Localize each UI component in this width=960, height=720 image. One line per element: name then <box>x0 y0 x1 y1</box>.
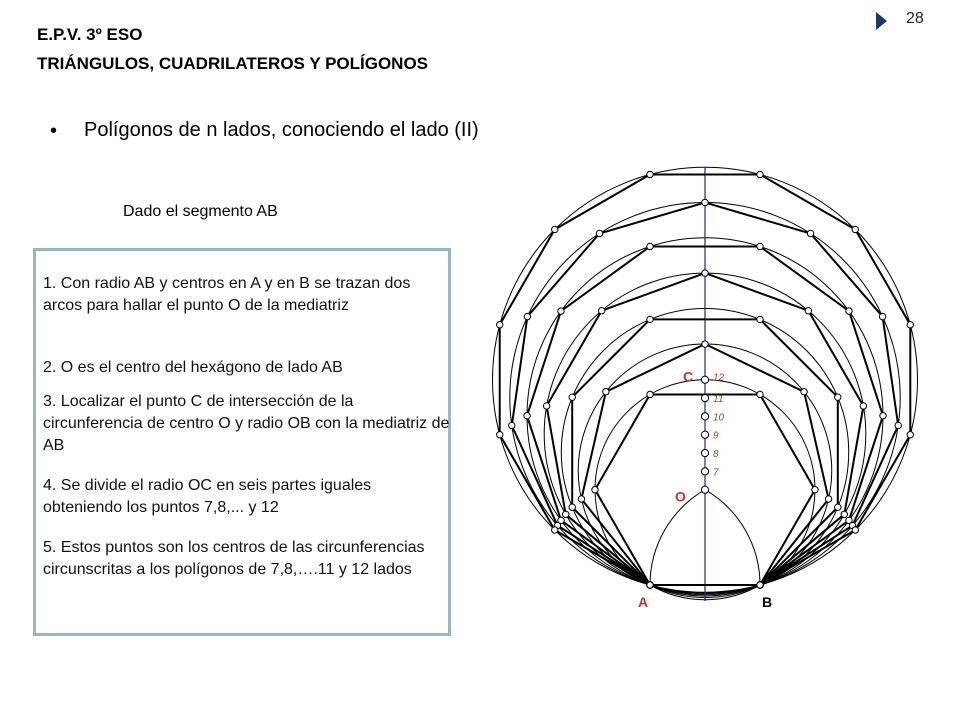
given-statement: Dado el segmento AB <box>123 203 278 220</box>
vertex-12-5 <box>852 226 858 232</box>
vertex-11-5 <box>807 230 813 236</box>
vertex-11-9 <box>509 422 515 428</box>
center-9 <box>701 431 708 438</box>
vertex-11-6 <box>702 199 708 205</box>
center-o <box>701 486 708 493</box>
vertex-9-8 <box>563 511 569 517</box>
center-11 <box>701 394 708 401</box>
center-7 <box>701 468 708 475</box>
vertex-12-0 <box>647 582 653 588</box>
vertex-12-4 <box>907 322 913 328</box>
vertex-12-7 <box>647 171 653 177</box>
vertex-10-6 <box>647 243 653 249</box>
vertex-11-3 <box>895 422 901 428</box>
point-o-label: O <box>675 488 686 505</box>
vertex-10-8 <box>524 413 530 419</box>
unit-title: TRIÁNGULOS, CUADRILATEROS Y POLÍGONOS <box>37 54 429 73</box>
bullet-icon: • <box>50 120 58 142</box>
vertex-7-3 <box>801 389 807 395</box>
vertex-11-7 <box>596 230 602 236</box>
vertex-8-6 <box>569 394 575 400</box>
page-number: 28 <box>906 10 924 27</box>
mark-10-label: 10 <box>713 412 725 424</box>
vertex-6-3 <box>757 391 763 397</box>
vertex-8-4 <box>757 316 763 322</box>
vertex-12-9 <box>497 322 503 328</box>
step-3: 3. Localizar el punto C de intersección de la circunferencia de centro O y radio OB con la mediatriz de AB <box>43 393 450 454</box>
vertex-12-10 <box>497 432 503 438</box>
vertex-9-3 <box>860 403 866 409</box>
step-5: 5. Estos puntos son los centros de las circunferencias circunscritas a los polígonos de 7,8,….11 y 12 lados <box>43 539 425 578</box>
vertex-10-3 <box>880 413 886 419</box>
construction-figure <box>490 165 930 625</box>
vertex-12-1 <box>757 582 763 588</box>
vertex-11-8 <box>524 313 530 319</box>
vertex-10-7 <box>558 308 564 314</box>
vertex-9-5 <box>702 270 708 276</box>
vertex-7-2 <box>825 496 831 502</box>
vertex-8-2 <box>835 504 841 510</box>
center-8 <box>701 449 708 456</box>
vertex-6-4 <box>647 391 653 397</box>
vertex-12-11 <box>552 527 558 533</box>
mark-11-label: 11 <box>713 394 724 406</box>
point-a-label: A <box>638 594 649 610</box>
vertex-12-8 <box>552 226 558 232</box>
vertex-8-5 <box>647 316 653 322</box>
center-12 <box>701 376 708 383</box>
vertex-7-4 <box>702 341 708 347</box>
point-c-label: C <box>683 368 694 385</box>
vertex-9-6 <box>598 308 604 314</box>
vertex-12-6 <box>757 171 763 177</box>
vertex-7-5 <box>603 389 609 395</box>
vertex-9-7 <box>543 403 549 409</box>
center-10 <box>701 413 708 420</box>
step-4: 4. Se divide el radio OC en seis partes iguales obteniendo los puntos 7,8,... y 12 <box>43 477 372 516</box>
mark-12-label: 12 <box>713 372 725 384</box>
step-2: 2. O es el centro del hexágono de lado AB <box>43 359 343 376</box>
vertex-8-7 <box>569 504 575 510</box>
course-title: E.P.V. 3º ESO <box>37 25 143 44</box>
vertex-6-2 <box>812 487 818 493</box>
vertex-8-3 <box>835 394 841 400</box>
point-b-label: B <box>762 594 773 610</box>
arc-from-a <box>705 490 760 585</box>
vertex-12-2 <box>852 527 858 533</box>
step-1: 1. Con radio AB y centros en A y en B se trazan dos arcos para hallar el punto O de la mediatriz <box>43 275 411 314</box>
mark-8-label: 8 <box>713 449 719 461</box>
vertex-9-2 <box>841 511 847 517</box>
vertex-9-4 <box>805 308 811 314</box>
vertex-12-3 <box>907 432 913 438</box>
vertex-10-4 <box>846 308 852 314</box>
vertex-10-5 <box>757 243 763 249</box>
next-arrow-icon[interactable] <box>876 12 887 30</box>
slide-subtitle: Polígonos de n lados, conociendo el lado (II) <box>84 119 479 141</box>
vertex-7-6 <box>578 496 584 502</box>
vertex-11-4 <box>879 313 885 319</box>
mark-9-label: 9 <box>713 430 719 442</box>
mark-7-label: 7 <box>713 467 719 479</box>
slide-header <box>37 20 428 78</box>
vertex-6-5 <box>592 487 598 493</box>
